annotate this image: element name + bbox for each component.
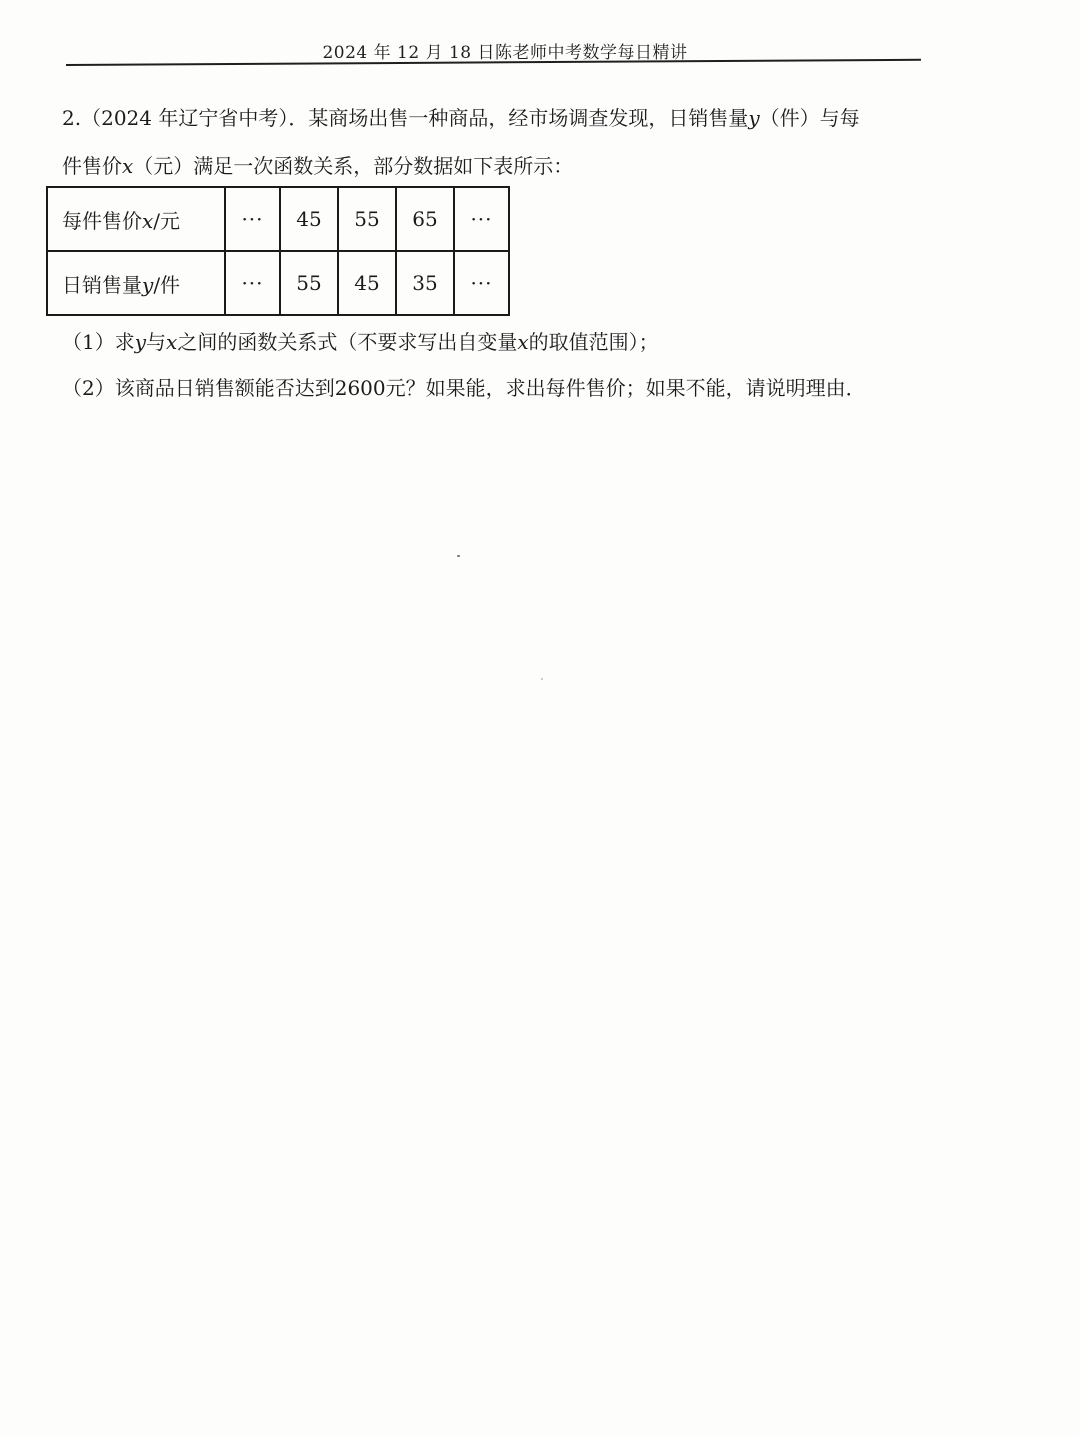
table-cell-sales: 35 <box>396 251 454 315</box>
table-cell-ellipsis: ··· <box>454 187 509 251</box>
table-cell-price: 65 <box>396 187 454 251</box>
paper-speck <box>541 678 543 680</box>
subquestion-1: （1）求y与x之间的函数关系式（不要求写出自变量x的取值范围）； <box>62 330 659 354</box>
page-header: 2024 年 12 月 18 日陈老师中考数学每日精讲 <box>322 43 688 63</box>
question-text-2b: （元）满足一次函数关系，部分数据如下表所示： <box>133 154 574 178</box>
question-number: 2. <box>62 106 82 130</box>
paper-speck <box>457 555 460 557</box>
question-line-2 <box>62 152 573 180</box>
question-text-1b: （件）与每 <box>759 106 860 130</box>
data-table <box>46 186 510 316</box>
row-header-sales: 日销售量y/件 <box>47 251 225 315</box>
table-cell-price: 55 <box>338 187 396 251</box>
table-cell-ellipsis: ··· <box>454 251 509 315</box>
question-line-1 <box>62 104 860 132</box>
question-source: （2024 年辽宁省中考） <box>81 106 289 130</box>
row-header-price: 每件售价x/元 <box>47 187 225 251</box>
amount-value: 2600 <box>334 376 386 400</box>
var-x: x <box>122 154 134 178</box>
question-text-2a: 件售价 <box>62 154 122 178</box>
table-row-sales <box>47 251 509 315</box>
var-y: y <box>748 106 760 130</box>
table-cell-ellipsis: ··· <box>225 187 280 251</box>
table-cell-price: 45 <box>280 187 338 251</box>
question-text-1a: ．某商场出售一种商品，经市场调查发现，日销售量 <box>288 106 749 130</box>
table-cell-ellipsis: ··· <box>225 251 280 315</box>
table-row-price <box>47 187 509 251</box>
table-cell-sales: 55 <box>280 251 338 315</box>
table-cell-sales: 45 <box>338 251 396 315</box>
subquestion-2: （2）该商品日销售额能否达到2600元？如果能，求出每件售价；如果不能，请说明理由． <box>62 376 866 400</box>
